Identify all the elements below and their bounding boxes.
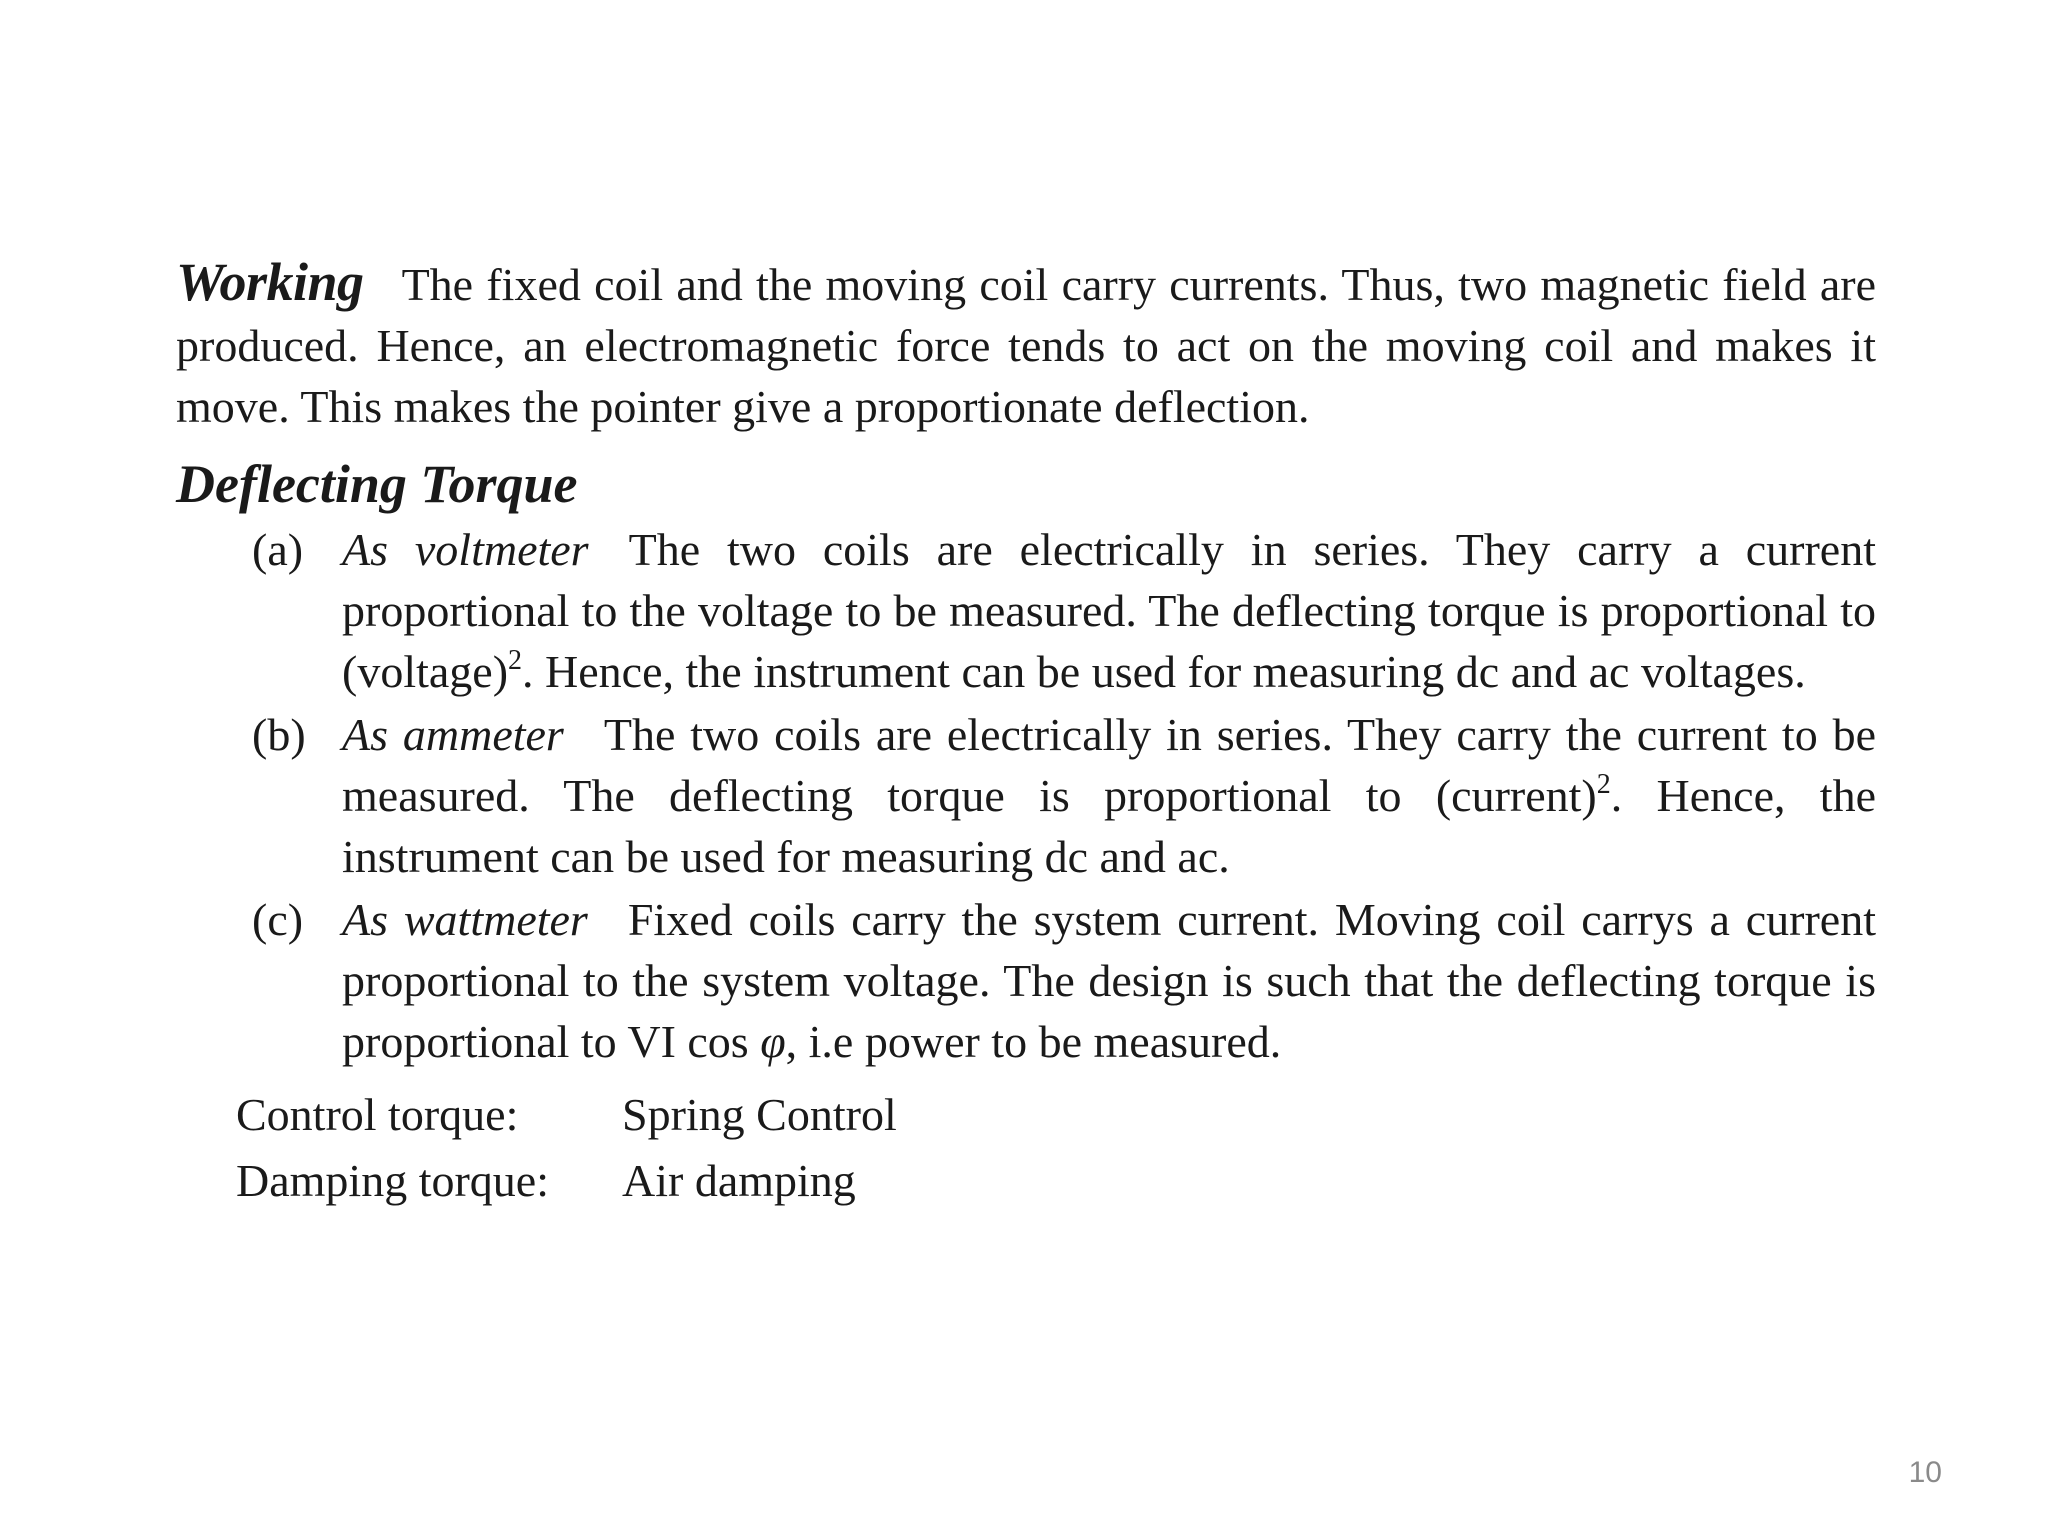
property-row-damping <box>236 1148 1876 1214</box>
working-text: The fixed coil and the moving coil carry currents. Thus, two magnetic field are produced. Hence, an electromagnetic force tends to act on the moving coil and makes it move. This makes the pointer give a proportionate deflection. <box>176 259 1876 432</box>
page-number: 10 <box>1908 1456 1942 1489</box>
item-text-continued: . Hence, the instrument can be used for measuring dc and ac voltages. <box>522 646 1806 697</box>
list-item-wattmeter <box>176 889 1876 1072</box>
item-text: The two coils are electrically in series. They carry a current proportional to the voltage to be measured. The deflecting torque is proportional to (voltage) <box>342 524 1876 697</box>
property-row-control <box>236 1082 1876 1148</box>
phi-symbol: φ <box>760 1016 786 1067</box>
item-text-continued: . Hence, the instrument can be used for measuring dc and ac. <box>342 770 1877 882</box>
item-title: As ammeter <box>342 709 564 760</box>
item-title: As voltmeter <box>342 524 589 575</box>
item-marker: (a) <box>252 524 304 575</box>
property-label: Control torque: <box>236 1089 519 1140</box>
deflecting-torque-heading: Deflecting Torque <box>176 454 578 514</box>
item-marker: (b) <box>252 709 306 760</box>
item-text: The two coils are electrically in series. They carry the current to be measured. The deflecting torque is proportional to (current) <box>342 709 1876 821</box>
item-text: Fixed coils carry the system current. Moving coil carrys a current proportional to the system voltage. The design is such that the deflecting torque is proportional to VI cos <box>342 894 1876 1067</box>
working-heading: Working <box>176 252 364 312</box>
property-value: Air damping <box>622 1155 856 1206</box>
item-title: As wattmeter <box>342 894 588 945</box>
property-label: Damping torque: <box>236 1155 549 1206</box>
property-value: Spring Control <box>622 1089 897 1140</box>
item-text-continued: , i.e power to be measured. <box>785 1016 1282 1067</box>
slide-content <box>176 252 1876 1214</box>
list-item-voltmeter <box>176 519 1876 702</box>
superscript: 2 <box>1596 769 1611 800</box>
working-paragraph <box>176 252 1876 437</box>
deflecting-torque-list <box>176 519 1876 1072</box>
list-item-ammeter <box>176 704 1876 887</box>
item-marker: (c) <box>252 894 304 945</box>
superscript: 2 <box>508 645 523 676</box>
torque-properties <box>236 1082 1876 1214</box>
